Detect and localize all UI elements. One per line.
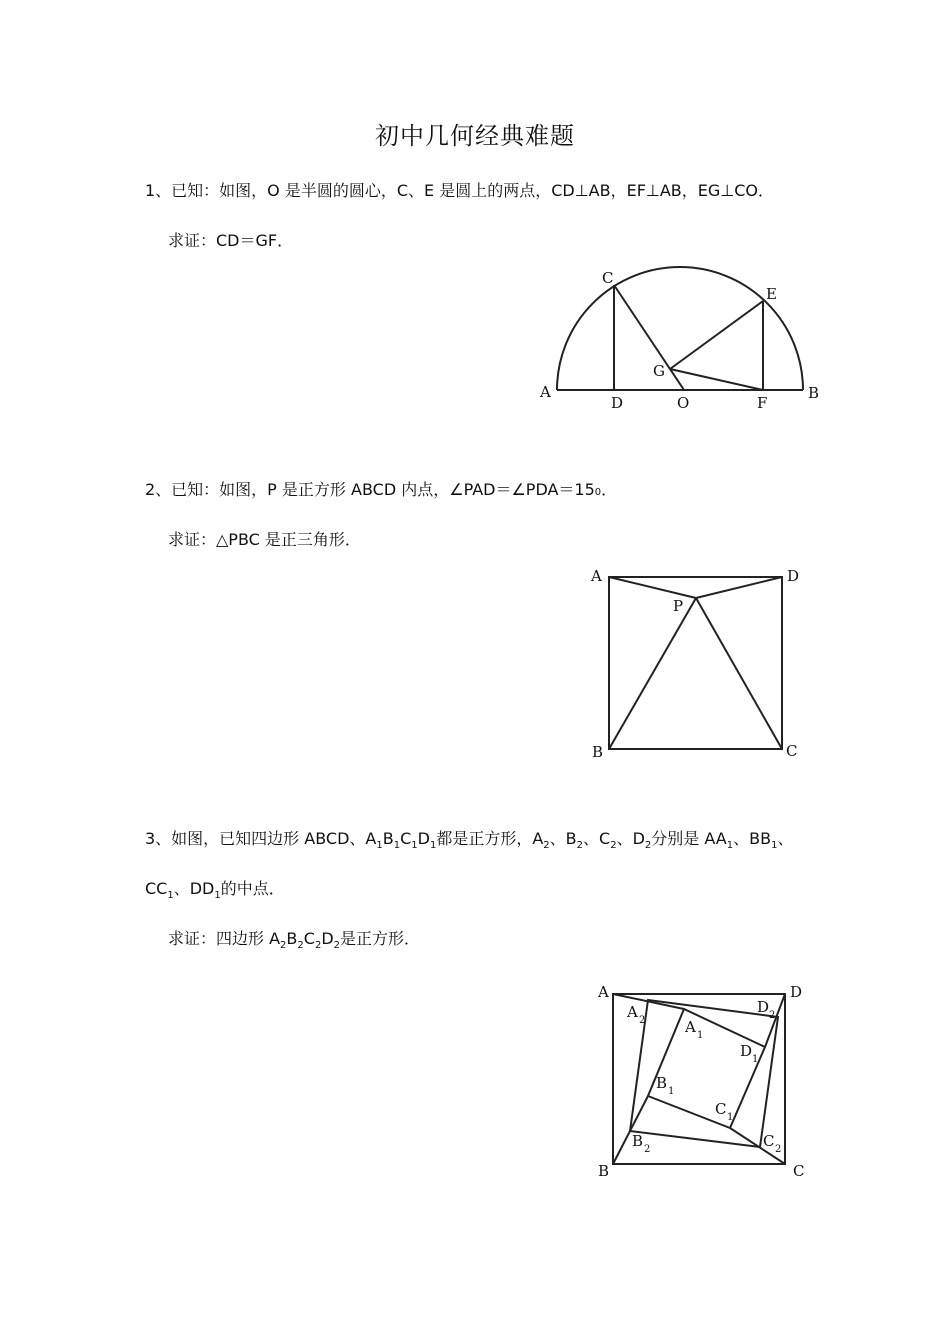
label-G: G — [653, 362, 665, 380]
label-D2: D — [757, 998, 770, 1016]
subscript: 1 — [214, 890, 221, 901]
subscript: 2 — [610, 840, 617, 851]
label-F: F — [757, 394, 768, 412]
problem-3-statement — [145, 826, 793, 851]
subscript: 1 — [726, 840, 734, 851]
label-C: C — [793, 1162, 805, 1180]
subscript: 1 — [429, 840, 437, 851]
problem-1-statement: 1、已知：如图，O 是半圆的圆心，C、E 是圆上的两点，CD⊥AB，EF⊥AB，EG⊥CO． — [145, 181, 774, 200]
problem-2-statement — [145, 477, 617, 500]
text-part: 的中点． — [220, 879, 285, 898]
subscript: 1 — [393, 840, 401, 851]
subscript: 2 — [576, 840, 584, 851]
square-ABCD — [609, 577, 782, 749]
segment-BB1 — [613, 1096, 651, 1164]
square-diagram — [609, 577, 782, 749]
problem-3-proof — [168, 926, 420, 951]
segment-AA1 — [613, 994, 684, 1009]
segment-DP — [696, 577, 782, 598]
label-A1: A — [685, 1018, 696, 1036]
square-A1B1C1D1 — [648, 1009, 765, 1128]
segment-AP — [609, 577, 696, 598]
segment-CP — [696, 598, 782, 749]
subscript: 1 — [167, 890, 174, 901]
subscript: 2 — [543, 840, 550, 851]
text-part: 、DD — [173, 879, 215, 898]
text-part: 、C — [583, 829, 611, 848]
text-part: C — [303, 929, 315, 948]
subscript: 1 — [771, 840, 778, 851]
problem-2-proof: 求证：△PBC 是正三角形． — [168, 530, 361, 549]
label-B: B — [808, 384, 820, 402]
label-D1-sub: 1 — [752, 1054, 759, 1065]
label-C2-sub: 2 — [775, 1144, 782, 1155]
segment-BP — [609, 598, 696, 749]
label-A: A — [591, 567, 602, 585]
subscript: 1 — [411, 840, 418, 851]
semicircle-diagram — [557, 267, 803, 390]
text-part: 分别是 AA — [651, 829, 727, 848]
degree-mark: 0 — [594, 487, 602, 498]
label-A: A — [598, 983, 609, 1001]
label-D2-sub: 2 — [769, 1010, 776, 1021]
problem-3-statement-cont — [145, 876, 285, 901]
label-C1-sub: 1 — [727, 1112, 734, 1123]
segment-DD1 — [765, 994, 785, 1047]
page-title: 初中几何经典难题 — [375, 122, 575, 150]
subscript: 2 — [333, 940, 341, 951]
label-B: B — [598, 1162, 610, 1180]
text-part: C — [400, 829, 412, 848]
label-B1-sub: 1 — [668, 1086, 675, 1097]
label-E: E — [766, 285, 777, 303]
subscript: 2 — [644, 840, 652, 851]
square-A2B2C2D2 — [630, 1000, 778, 1147]
subscript: 2 — [280, 940, 287, 951]
square-ABCD — [613, 994, 785, 1164]
label-A: A — [540, 383, 551, 401]
label-B: B — [592, 743, 604, 761]
text-part: 、 — [777, 829, 794, 848]
problem-2-text: 2、已知：如图，P 是正方形 ABCD 内点，∠PAD＝∠PDA＝15 — [145, 480, 595, 499]
text-part: 、BB — [733, 829, 772, 848]
text-part: D — [321, 929, 334, 948]
label-A1-sub: 1 — [697, 1030, 704, 1041]
text-part: B — [382, 829, 394, 848]
label-D: D — [790, 983, 803, 1001]
text-part: 都是正方形，A — [436, 829, 544, 848]
semicircle-arc — [557, 267, 803, 390]
subscript: 2 — [314, 940, 322, 951]
label-P: P — [673, 597, 684, 615]
label-D: D — [787, 567, 800, 585]
segment-GF — [670, 369, 763, 390]
label-B2-sub: 2 — [644, 1144, 651, 1155]
text-part: 、B — [549, 829, 577, 848]
label-C1: C — [715, 1100, 727, 1118]
label-C: C — [602, 269, 614, 287]
text-part: B — [286, 929, 298, 948]
label-O: O — [677, 394, 690, 412]
label-A2-sub: 2 — [639, 1015, 646, 1026]
nested-squares-diagram — [613, 994, 785, 1164]
subscript: 1 — [376, 840, 383, 851]
text-part: CC — [145, 879, 168, 898]
label-D: D — [611, 394, 624, 412]
subscript: 2 — [297, 940, 304, 951]
problem-1-proof: 求证：CD＝GF． — [168, 231, 294, 250]
text-part: 求证：四边形 A — [168, 929, 281, 948]
label-A2: A — [627, 1003, 638, 1021]
segment-CO — [614, 285, 684, 390]
label-C2: C — [763, 1132, 775, 1150]
text-part: 是正方形． — [340, 929, 421, 948]
problem-2-end: ． — [601, 480, 618, 499]
label-B1: B — [656, 1074, 668, 1092]
label-B2: B — [632, 1132, 644, 1150]
text-part: 3、如图，已知四边形 ABCD、A — [145, 829, 377, 848]
text-part: 、D — [616, 829, 645, 848]
label-C: C — [786, 742, 798, 760]
segment-CC1 — [730, 1128, 785, 1164]
segment-EG — [670, 301, 763, 369]
label-D1: D — [740, 1042, 753, 1060]
text-part: D — [417, 829, 430, 848]
